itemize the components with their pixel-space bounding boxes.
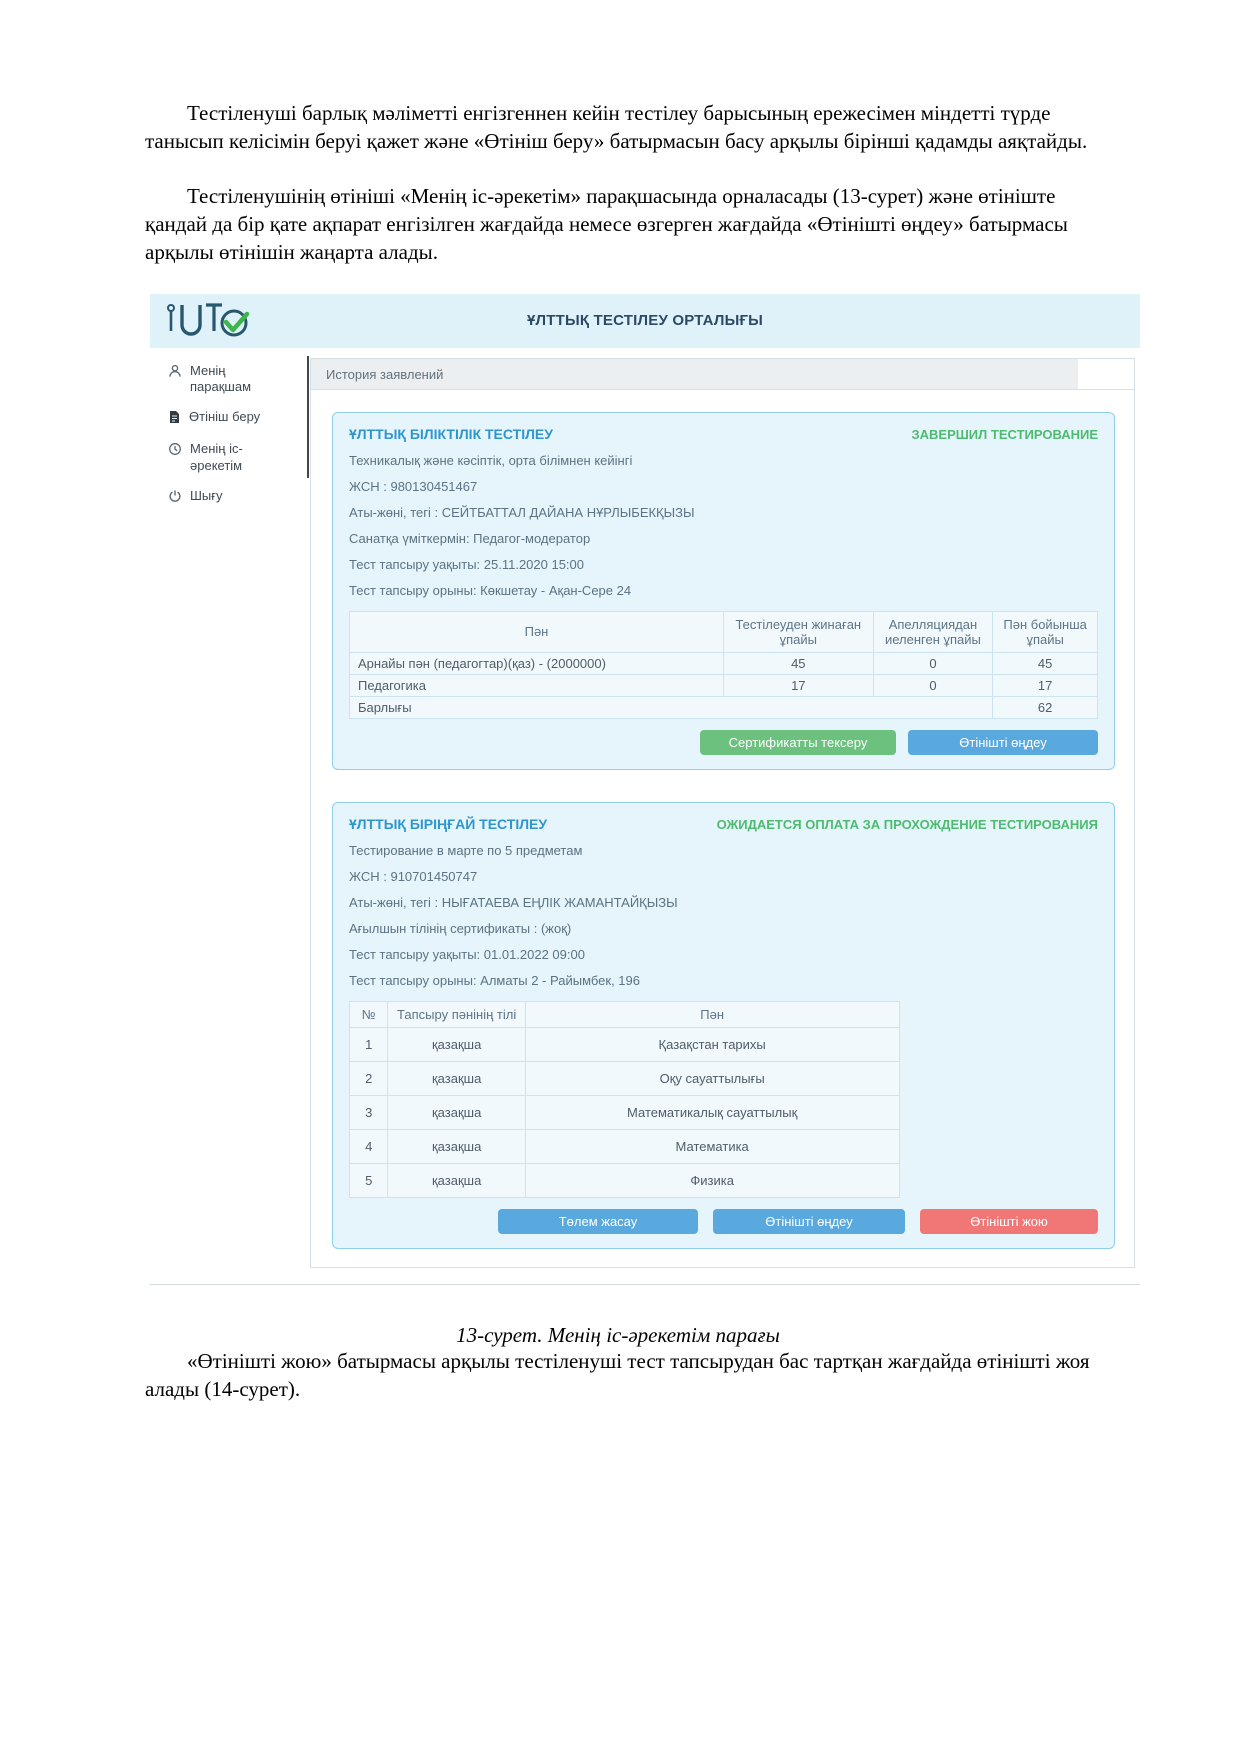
detail-test-place: Тест тапсыру орыны: Көкшетау - Ақан-Сере 24: [349, 582, 632, 598]
cell-number: 3: [350, 1095, 388, 1129]
col-header-subject-score: Пән бойынша ұпайы: [993, 611, 1098, 652]
card-title: ҰЛТТЫҚ БІРІҢҒАЙ ТЕСТІЛЕУ: [349, 815, 548, 832]
paragraph-intro: Тестіленуші барлық мәліметті енгізгеннен кейін тестілеу барысының ережесімен міндетті түрде танысып келісімін беруі қажет және «Өтініш беру» батырмасын басу арқылы бірінші қадамды аяқтайды.: [145, 101, 1088, 153]
table-row: [350, 1129, 900, 1163]
detail-fullname: Аты-жөні, тегі : НЫҒАТАЕВА ЕҢЛІК ЖАМАНТАЙҚЫЗЫ: [349, 894, 678, 910]
col-header-number: №: [350, 1001, 388, 1027]
card-title: ҰЛТТЫҚ БІЛІКТІЛІК ТЕСТІЛЕУ: [349, 425, 553, 442]
sidebar-item-label: Менің іс-әрекетім: [190, 441, 243, 474]
cell-subject: Қазақстан тарихы: [525, 1027, 899, 1061]
detail-test-place: Тест тапсыру орыны: Алматы 2 - Райымбек, 196: [349, 972, 641, 988]
sidebar: [150, 348, 310, 1268]
cell-language: қазақша: [388, 1095, 525, 1129]
testing-center-app: [150, 294, 1140, 1285]
cell-subject-score: 17: [993, 674, 1098, 696]
app-body: [150, 348, 1140, 1284]
cell-subject: Оқу сауаттылығы: [525, 1061, 899, 1095]
check-certificate-button[interactable]: Сертификатты тексеру: [700, 730, 896, 755]
card-buttons: [349, 1209, 1098, 1234]
sidebar-item-label: Менің парақшам: [190, 362, 252, 395]
cell-subject-score: 45: [993, 652, 1098, 674]
cell-language: қазақша: [388, 1027, 525, 1061]
delete-application-button[interactable]: Өтінішті жою: [920, 1209, 1098, 1234]
app-title: ҰЛТТЫҚ ТЕСТІЛЕУ ОРТАЛЫҒЫ: [526, 312, 764, 330]
sidebar-item-my-actions[interactable]: [168, 441, 288, 474]
application-card-nkt: [332, 412, 1115, 770]
applications-panel: [310, 358, 1135, 1268]
col-header-subject: Пән: [525, 1001, 899, 1027]
cell-subject: Математика: [525, 1129, 899, 1163]
table-header-row: [350, 1001, 900, 1027]
paragraph-myactions: Тестіленушінің өтініші «Менің іс-әрекетім» парақшасында орналасады (13-сурет) және өтініште қандай да бір қате ақпарат енгізілген жағдайда немесе өзгерген жағдайда «Өтінішті өңдеу» батырмасы арқылы өтінішін жаңарта алады.: [145, 183, 1068, 264]
cell-number: 5: [350, 1163, 388, 1197]
app-header: [150, 294, 1140, 348]
cell-number: 2: [350, 1061, 388, 1095]
cell-subject: Педагогика: [350, 674, 724, 696]
tab-bar: [311, 359, 1134, 390]
detail-education: Техникалық және кәсіптік, орта білімнен кейінгі: [349, 452, 633, 468]
detail-iin: ЖСН : 910701450747: [349, 868, 478, 884]
cell-total-label: Барлығы: [350, 696, 993, 718]
table-row: [350, 1061, 900, 1095]
detail-fullname: Аты-жөні, тегі : СЕЙТБАТТАЛ ДАЙАНА НҰРЛЫБЕКҚЫЗЫ: [349, 504, 695, 520]
status-badge: ЗАВЕРШИЛ ТЕСТИРОВАНИЕ: [911, 426, 1098, 442]
user-icon: [168, 364, 182, 383]
detail-english-cert: Ағылшын тілінің сертификаты : (жоқ): [349, 920, 572, 936]
paragraph-delete: «Өтінішті жою» батырмасы арқылы тестіленуші тест тапсырудан бас тартқан жағдайда өтінішті жоя алады (14-сурет).: [145, 1348, 1090, 1401]
cell-language: қазақша: [388, 1061, 525, 1095]
cell-subject: Математикалық сауаттылық: [525, 1095, 899, 1129]
main-area: [310, 348, 1140, 1268]
cell-number: 1: [350, 1027, 388, 1061]
detail-test-time: Тест тапсыру уақыты: 01.01.2022 09:00: [349, 946, 585, 962]
card-header: [349, 426, 1098, 442]
table-row-total: [350, 696, 1098, 718]
sidebar-divider: [307, 356, 309, 478]
cell-language: қазақша: [388, 1129, 525, 1163]
col-header-appeal-score: Апелляциядан иеленген ұпайы: [873, 611, 993, 652]
cell-language: қазақша: [388, 1163, 525, 1197]
cell-subject: Физика: [525, 1163, 899, 1197]
detail-test-time: Тест тапсыру уақыты: 25.11.2020 15:00: [349, 556, 585, 572]
cell-appeal-score: 0: [873, 652, 993, 674]
detail-category: Санатқа үміткермін: Педагог-модератор: [349, 530, 591, 546]
subjects-table: [349, 1001, 900, 1198]
document-icon: [168, 410, 181, 429]
tab-history[interactable]: История заявлений: [326, 366, 444, 382]
table-header-row: [350, 611, 1098, 652]
cell-subject: Арнайы пән (педагогтар)(қаз) - (2000000): [350, 652, 724, 674]
sidebar-item-label: Шығу: [190, 487, 223, 503]
detail-session: Тестирование в марте по 5 предметам: [349, 842, 583, 858]
application-card-ent: [332, 802, 1115, 1249]
cell-test-score: 45: [724, 652, 874, 674]
table-row: [350, 1027, 900, 1061]
scores-table: [349, 611, 1098, 719]
power-icon: [168, 489, 182, 508]
status-badge: ОЖИДАЕТСЯ ОПЛАТА ЗА ПРОХОЖДЕНИЕ ТЕСТИРОВАНИЯ: [716, 816, 1098, 832]
col-header-subject: Пән: [350, 611, 724, 652]
cell-appeal-score: 0: [873, 674, 993, 696]
table-row: [350, 1095, 900, 1129]
sidebar-item-logout[interactable]: [168, 488, 288, 508]
sidebar-item-label: Өтініш беру: [189, 408, 261, 424]
cell-number: 4: [350, 1129, 388, 1163]
make-payment-button[interactable]: Төлем жасау: [498, 1209, 698, 1234]
sidebar-item-my-page[interactable]: [168, 363, 288, 396]
detail-iin: ЖСН : 980130451467: [349, 478, 478, 494]
table-row: [350, 1163, 900, 1197]
table-row: [350, 652, 1098, 674]
figure-caption: 13-сурет. Менің іс-әрекетім парағы: [456, 1322, 780, 1347]
cards-container: [311, 390, 1134, 1267]
figure-13-screenshot: [150, 294, 1140, 1285]
card-buttons: [349, 730, 1098, 755]
cell-test-score: 17: [724, 674, 874, 696]
table-row: [350, 674, 1098, 696]
col-header-language: Тапсыру пәнінің тілі: [388, 1001, 525, 1027]
card-header: [349, 816, 1098, 832]
cell-total-score: 62: [993, 696, 1098, 718]
edit-application-button[interactable]: Өтінішті өңдеу: [908, 730, 1098, 755]
edit-application-button[interactable]: Өтінішті өңдеу: [713, 1209, 905, 1234]
col-header-test-score: Тестілеуден жинаған ұпайы: [724, 611, 874, 652]
sidebar-item-apply[interactable]: [168, 409, 288, 429]
history-icon: [168, 442, 182, 461]
